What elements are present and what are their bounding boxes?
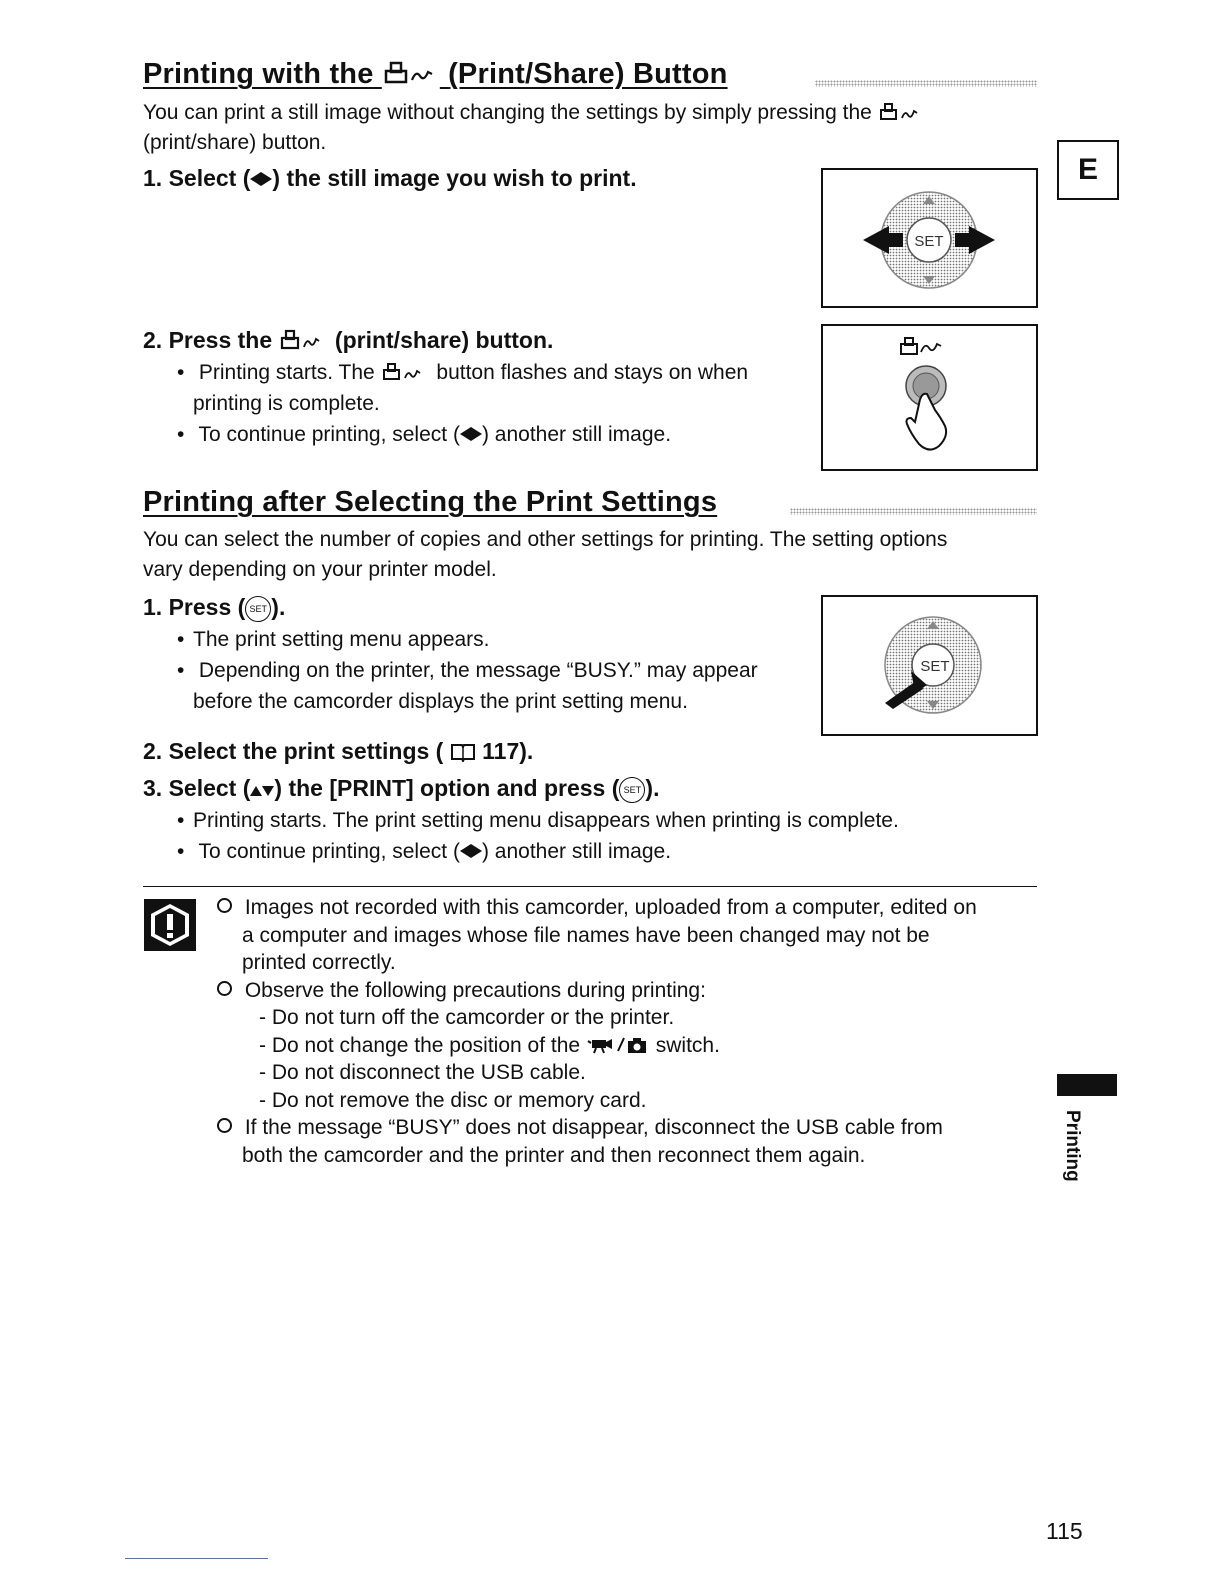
section-title-print-share: Printing with the (Print/Share) Button bbox=[143, 58, 728, 90]
chapter-tab-marker bbox=[1057, 1074, 1117, 1096]
arrow-right-icon bbox=[261, 172, 272, 186]
bullet-busy-message: • Depending on the printer, the message “BUSY.” may appear before the camcorder displays the print setting menu. bbox=[175, 655, 815, 717]
note-images-not-recorded: Images not recorded with this camcorder, uploaded from a computer, edited on bbox=[217, 894, 1047, 922]
note-precautions: Observe the following precautions during printing: bbox=[217, 977, 1047, 1005]
chapter-label: Printing bbox=[1062, 1110, 1083, 1182]
note-mode-switch: - Do not change the position of the switch. bbox=[259, 1033, 720, 1057]
svg-text:SET: SET bbox=[920, 658, 950, 675]
arrow-right-icon bbox=[471, 844, 482, 858]
book-reference-icon bbox=[450, 742, 476, 762]
set-dial-icon bbox=[823, 170, 1036, 306]
title-dotted-rule bbox=[790, 508, 1037, 515]
notes-divider bbox=[143, 886, 1037, 887]
bullet-menu-appears: • The print setting menu appears. bbox=[175, 624, 815, 655]
set-dial-press-icon bbox=[823, 597, 1036, 734]
illustration-set-dial-left-right bbox=[821, 168, 1038, 308]
title-dotted-rule bbox=[815, 80, 1037, 87]
print-share-icon bbox=[382, 60, 440, 86]
caution-notes: Images not recorded with this camcorder, uploaded from a computer, edited on a computer and images whose file names have been changed may not be printed correctly. Observe the following precautions during printing: - Do not turn off the camcorder or the printer. - Do not change the position of the switch. - Do not disconnect the USB cable. - Do not remove the disc or memory card. If the message “BUSY” does not disappear, disconnect the USB cable from both the camcorder and the printer and then reconnect them again. bbox=[217, 894, 1047, 1169]
bullet-printing-starts: • Printing starts. The print setting menu disappears when printing is complete. bbox=[175, 805, 1035, 836]
finger-press-icon bbox=[823, 326, 1036, 469]
section2-intro: You can select the number of copies and other settings for printing. The setting options vary depending on your printer model. bbox=[143, 528, 948, 581]
section2-step3-bullets bbox=[175, 805, 1035, 867]
section1-intro: You can print a still image without changing the settings by simply pressing the (print/share) button. bbox=[143, 98, 1023, 158]
section1-step1: 1. Select ( ) the still image you wish to print. bbox=[143, 165, 637, 191]
set-button-icon: SET bbox=[245, 596, 271, 622]
section-title-print-settings: Printing after Selecting the Print Settings bbox=[143, 486, 718, 518]
section1-step2: 2. Press the (print/share) button. bbox=[143, 327, 554, 353]
section2-step3: 3. Select ( ) the [PRINT] option and press ( SET ). bbox=[143, 775, 660, 801]
section2-step1: 1. Press ( SET ). bbox=[143, 594, 286, 620]
section2-step2: 2. Select the print settings ( 117). bbox=[143, 738, 534, 764]
section2-step1-bullets bbox=[175, 624, 815, 717]
page-number: 115 bbox=[1046, 1518, 1083, 1544]
caution-icon-graphic bbox=[143, 898, 197, 952]
arrow-down-icon bbox=[262, 786, 274, 796]
print-share-icon bbox=[279, 329, 329, 351]
arrow-left-icon bbox=[460, 844, 471, 858]
set-button-icon: SET bbox=[619, 777, 645, 803]
section1-bullets bbox=[175, 357, 805, 450]
arrow-right-icon bbox=[471, 427, 482, 441]
caution-icon bbox=[143, 898, 197, 952]
illustration-press-print-button bbox=[821, 324, 1038, 471]
footer-rule bbox=[125, 1558, 268, 1559]
bullet-printing-starts: • Printing starts. The button flashes and stays on when printing is complete. bbox=[175, 357, 805, 419]
arrow-up-icon bbox=[250, 786, 262, 796]
arrow-left-icon bbox=[250, 172, 261, 186]
bullet-continue-printing: • To continue printing, select ( ) another still image. bbox=[175, 836, 1035, 867]
movie-camera-switch-icon bbox=[586, 1035, 650, 1055]
note-busy-message: If the message “BUSY” does not disappear, disconnect the USB cable from bbox=[217, 1114, 1047, 1142]
print-share-icon bbox=[381, 362, 431, 382]
svg-text:SET: SET bbox=[914, 233, 944, 250]
bullet-continue-printing: • To continue printing, select ( ) another still image. bbox=[175, 419, 805, 450]
illustration-press-set bbox=[821, 595, 1038, 736]
arrow-left-icon bbox=[460, 427, 471, 441]
language-tab: E bbox=[1057, 140, 1119, 200]
print-share-icon bbox=[878, 102, 928, 122]
